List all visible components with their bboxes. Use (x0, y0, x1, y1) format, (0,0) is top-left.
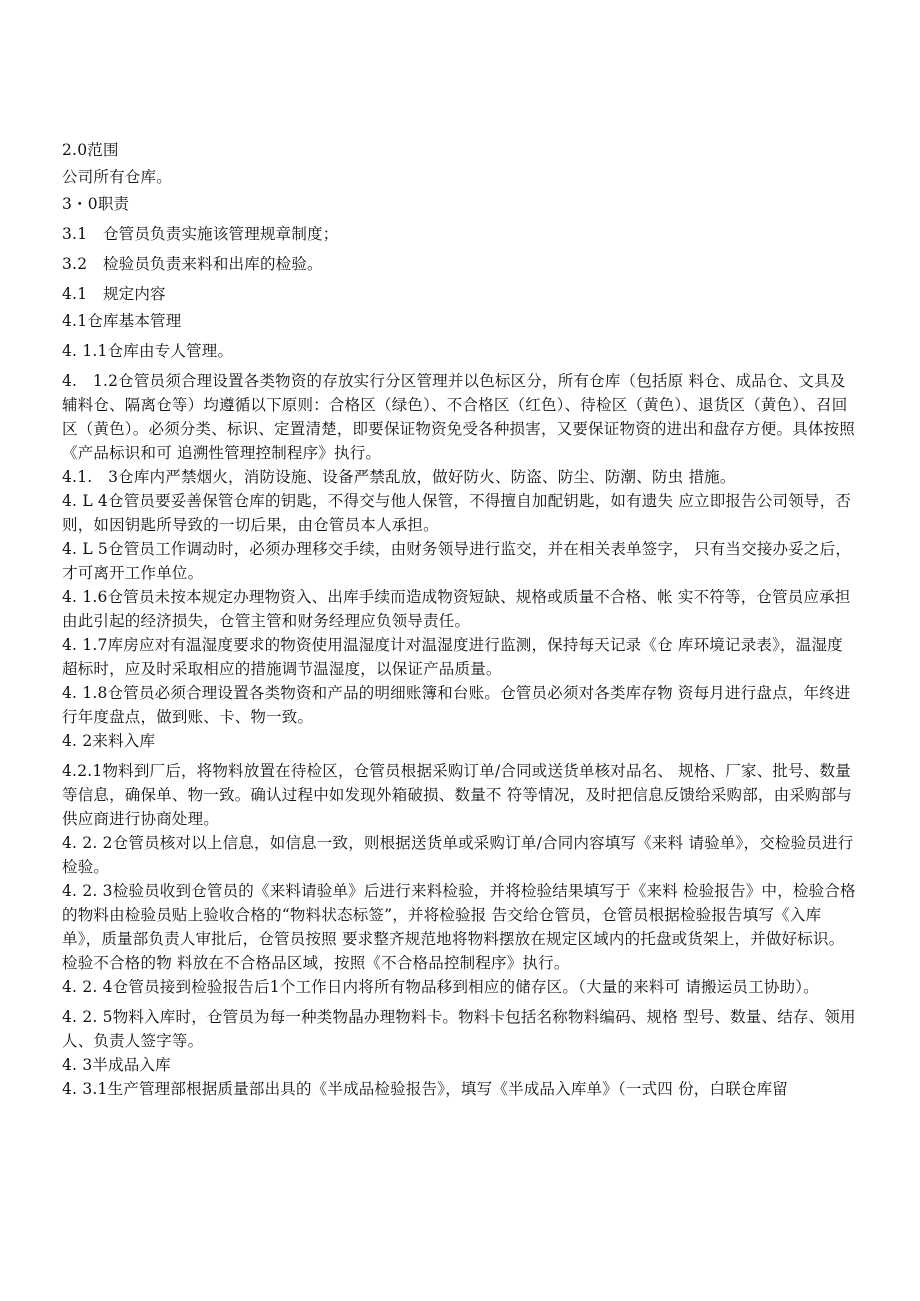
paragraph: 4. 1.8仓管员必须合理设置各类物资和产品的明细账簿和台账。仓管员必须对各类库存物 资每月进行盘点，年终进行年度盘点，做到账、卡、物一致。 (62, 684, 851, 726)
subsection-heading: 4.1仓库基本管理 (62, 312, 182, 330)
paragraph: 4. 2. 3检验员收到仓管员的《来料请验单》后进行来料检验，并将检验结果填写于《来料 检验报告》中，检验合格的物料由检验员贴上验收合格的“物料状态标签”，并将检验报 告交给仓管员，仓管员根据检验报告填写《入库单》，质量部负责人审批后，仓管员按照 要求整齐规范地将物料摆放在规定区域内的托盘或货架上，并做好标识。检验不合格的物 料放在不合格品区域，按照《不合格品控制程序》执行。 (62, 882, 856, 972)
paragraph: 4. 1.1仓库由专人管理。 (62, 342, 234, 360)
paragraph: 4. 2. 2仓管员核对以上信息，如信息一致，则根据送货单或采购订单/合同内容填写《来料 请验单》，交检验员进行检验。 (62, 834, 854, 876)
paragraph: 4.2.1物料到厂后，将物料放置在待检区，仓管员根据采购订单/合同或送货单核对品名、 规格、厂家、批号、数量等信息，确保单、物一致。确认过程中如发现外箱破损、数量不 符等情况，及时把信息反馈给采购部，由采购部与供应商进行协商处理。 (62, 762, 853, 828)
paragraph: 4. 3.1生产管理部根据质量部出具的《半成品检验报告》，填写《半成品入库单》（一式四 份，白联仓库留 (62, 1080, 788, 1098)
paragraph: 4. 2. 4仓管员接到检验报告后1个工作日内将所有物品移到相应的储存区。（大量的来料可 请搬运员工协助）。 (62, 978, 819, 996)
paragraph: 4.1. 3仓库内严禁烟火，消防设施、设备严禁乱放，做好防火、防盗、防尘、防潮、防虫 措施。 (62, 468, 736, 486)
document-body (62, 138, 858, 1101)
paragraph: 4. 1.6仓管员未按本规定办理物资入、出库手续而造成物资短缺、规格或质量不合格、帐 实不符等，仓管员应承担由此引起的经济损失，仓管主管和财务经理应负领导责任。 (62, 588, 851, 630)
section-heading-duties: 3・0职责 (62, 195, 130, 213)
subsection-heading: 4. 2来料入库 (62, 732, 156, 750)
subsection-heading: 4. 3半成品入库 (62, 1056, 171, 1074)
paragraph: 3.1 仓管员负责实施该管理规章制度； (62, 225, 339, 243)
paragraph: 3.2 检验员负责来料和出库的检验。 (62, 255, 323, 273)
section-heading-scope: 2.0范围 (62, 141, 119, 159)
paragraph: 4. 1.2仓管员须合理设置各类物资的存放实行分区管理并以色标区分，所有仓库（包括原 料仓、成品仓、文具及辅料仓、隔离仓等）均遵循以下原则：合格区（绿色）、不合格区（红色）、待检区（黄色）、退货区（黄色）、召回区（黄色）。必须分类、标识、定置清楚，即要保证物资免受各种损害，又要保证物资的进出和盘存方便。具体按照《产品标识和可 追溯性管理控制程序》执行。 (62, 372, 855, 462)
paragraph: 4. 1.7库房应对有温湿度要求的物资使用温湿度计对温湿度进行监测，保持每天记录《仓 库环境记录表》，温湿度超标时，应及时采取相应的措施调节温湿度，以保证产品质量。 (62, 636, 843, 678)
paragraph: 4. 2. 5物料入库时，仓管员为每一种类物晶办理物料卡。物料卡包括名称物料编码、规格 型号、数量、结存、领用人、负责人签字等。 (62, 1008, 856, 1050)
paragraph: 4. L 5仓管员工作调动时，必须办理移交手续，由财务领导进行监交，并在相关表单签字， 只有当交接办妥之后，才可离开工作单位。 (62, 540, 852, 582)
section-heading-rules: 4.1 规定内容 (62, 285, 166, 303)
paragraph: 公司所有仓库。 (62, 168, 172, 186)
paragraph: 4. L 4仓管员要妥善保管仓库的钥匙，不得交与他人保管，不得擅自加配钥匙，如有遗失 应立即报告公司领导，否则，如因钥匙所导致的一切后果，由仓管员本人承担。 (62, 492, 852, 534)
